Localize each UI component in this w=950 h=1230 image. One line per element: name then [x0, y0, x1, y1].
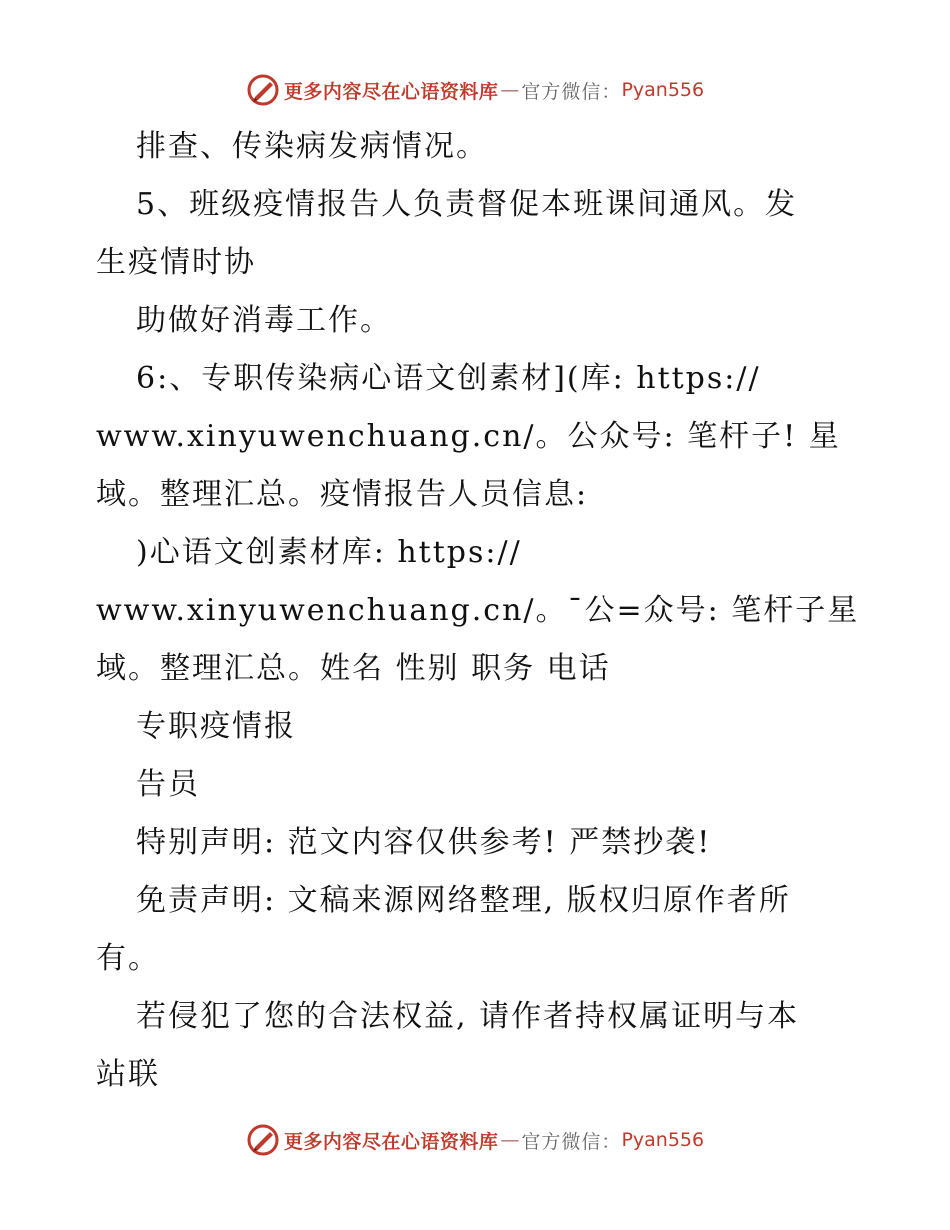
header-banner: [0, 68, 950, 112]
banner-official-label: 官方微信：: [521, 1130, 622, 1153]
text-line: 5、班级疫情报告人负责督促本班课间通风。发: [136, 187, 798, 222]
text-line: 特别声明: 范文内容仅供参考! 严禁抄袭!: [136, 825, 712, 860]
text-line: 排查、传染病发病情况。: [136, 129, 488, 164]
banner-dash: —: [500, 79, 520, 101]
text-line: 若侵犯了您的合法权益, 请作者持权属证明与本: [136, 999, 800, 1034]
banner-dash: —: [500, 1129, 520, 1151]
brand-logo-icon: [246, 73, 280, 107]
text-line: 有。: [96, 941, 160, 976]
banner-brand-text: 更多内容尽在心语资料库: [283, 80, 499, 103]
text-line: www.xinyuwenchuang.cn/。公众号: 笔杆子! 星: [96, 419, 841, 454]
text-line: 6:、专职传染病心语文创素材](库: https://: [136, 361, 761, 396]
text-line: www.xinyuwenchuang.cn/。¯公=众号: 笔杆子星: [96, 593, 860, 628]
banner-wechat-id: Pyan556: [621, 79, 705, 101]
text-line: 告员: [136, 767, 200, 802]
footer-banner: [0, 1118, 950, 1162]
text-line: 站联: [96, 1057, 160, 1092]
banner-wechat-id: Pyan556: [621, 1129, 705, 1151]
banner-official-label: 官方微信：: [521, 80, 622, 103]
document-body: [96, 118, 860, 1104]
text-line: 免责声明: 文稿来源网络整理, 版权归原作者所: [136, 883, 791, 918]
text-line: )心语文创素材库: https://: [136, 535, 522, 570]
brand-logo-icon: [246, 1123, 280, 1157]
text-line: 域。整理汇总。姓名 性别 职务 电话: [96, 651, 611, 686]
text-line: 域。整理汇总。疫情报告人员信息:: [96, 477, 589, 512]
text-line: 助做好消毒工作。: [136, 303, 392, 338]
text-line: 专职疫情报: [136, 709, 296, 744]
banner-brand-text: 更多内容尽在心语资料库: [283, 1130, 499, 1153]
text-line: 生疫情时协: [96, 245, 256, 280]
